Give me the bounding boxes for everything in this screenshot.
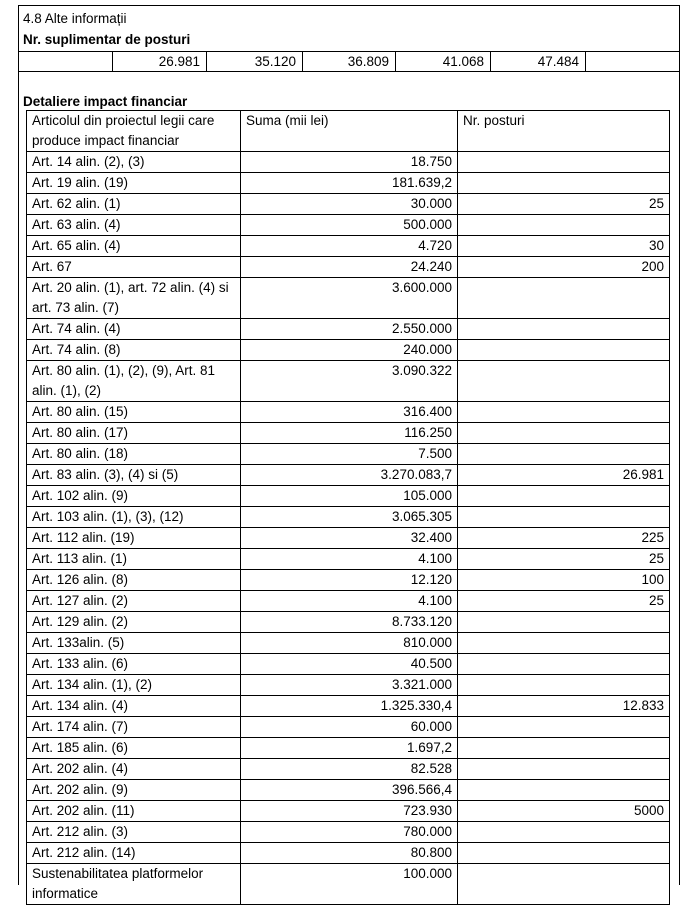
table-row <box>27 738 670 759</box>
posts-cell: 225 <box>458 528 670 549</box>
article-cell: Art. 65 alin. (4) <box>27 236 241 257</box>
article-cell: Art. 133alin. (5) <box>27 633 241 654</box>
amount-cell: 105.000 <box>241 486 458 507</box>
article-cell: Art. 80 alin. (15) <box>27 402 241 423</box>
table-row <box>27 257 670 278</box>
amount-cell: 8.733.120 <box>241 612 458 633</box>
article-cell: Art. 134 alin. (1), (2) <box>27 675 241 696</box>
amount-cell: 723.930 <box>241 801 458 822</box>
amount-cell: 4.100 <box>241 549 458 570</box>
table-row <box>27 486 670 507</box>
extra-posts-title: Nr. suplimentar de posturi <box>23 32 191 47</box>
posts-cell <box>458 717 670 738</box>
posts-cell <box>458 319 670 340</box>
amount-cell: 100.000 <box>241 864 458 905</box>
table-row <box>27 780 670 801</box>
amount-cell: 116.250 <box>241 423 458 444</box>
article-cell: Art. 212 alin. (14) <box>27 843 241 864</box>
extra-posts-cell: 41.068 <box>396 52 491 72</box>
table-row <box>27 215 670 236</box>
amount-cell: 60.000 <box>241 717 458 738</box>
table-row <box>27 549 670 570</box>
posts-cell: 25 <box>458 194 670 215</box>
amount-cell: 3.065.305 <box>241 507 458 528</box>
article-cell: Art. 112 alin. (19) <box>27 528 241 549</box>
posts-cell <box>458 822 670 843</box>
table-row <box>27 717 670 738</box>
article-cell: Art. 14 alin. (2), (3) <box>27 152 241 173</box>
table-row <box>27 402 670 423</box>
article-cell: Art. 129 alin. (2) <box>27 612 241 633</box>
financial-impact-table <box>26 110 670 905</box>
article-cell: Art. 74 alin. (8) <box>27 340 241 361</box>
article-cell: Art. 67 <box>27 257 241 278</box>
amount-cell: 3.270.083,7 <box>241 465 458 486</box>
extra-posts-cell: 26.981 <box>113 52 207 72</box>
article-cell: Art. 126 alin. (8) <box>27 570 241 591</box>
posts-cell <box>458 278 670 319</box>
posts-cell <box>458 507 670 528</box>
amount-cell: 7.500 <box>241 444 458 465</box>
posts-cell <box>458 780 670 801</box>
article-cell: Art. 19 alin. (19) <box>27 173 241 194</box>
posts-cell <box>458 152 670 173</box>
table-row <box>27 633 670 654</box>
posts-cell <box>458 738 670 759</box>
article-cell: Art. 134 alin. (4) <box>27 696 241 717</box>
amount-cell: 32.400 <box>241 528 458 549</box>
article-cell: Art. 80 alin. (17) <box>27 423 241 444</box>
posts-cell <box>458 486 670 507</box>
posts-cell <box>458 864 670 905</box>
table-row <box>27 423 670 444</box>
posts-cell <box>458 444 670 465</box>
amount-cell: 396.566,4 <box>241 780 458 801</box>
info-section <box>18 5 680 901</box>
amount-cell: 82.528 <box>241 759 458 780</box>
amount-cell: 24.240 <box>241 257 458 278</box>
details-title: Detaliere impact financiar <box>23 94 188 109</box>
extra-posts-cell: 47.484 <box>491 52 586 72</box>
amount-cell: 240.000 <box>241 340 458 361</box>
article-cell: Art. 63 alin. (4) <box>27 215 241 236</box>
amount-cell: 181.639,2 <box>241 173 458 194</box>
amount-cell: 30.000 <box>241 194 458 215</box>
extra-posts-table <box>18 51 680 72</box>
header-article: Articolul din proiectul legii care produce impact financiar <box>27 111 241 152</box>
table-row <box>27 507 670 528</box>
table-row <box>27 444 670 465</box>
table-row <box>27 822 670 843</box>
amount-cell: 3.090.322 <box>241 361 458 402</box>
extra-posts-cell <box>586 52 680 72</box>
posts-cell: 30 <box>458 236 670 257</box>
article-cell: Art. 62 alin. (1) <box>27 194 241 215</box>
amount-cell: 2.550.000 <box>241 319 458 340</box>
posts-cell <box>458 361 670 402</box>
posts-cell <box>458 340 670 361</box>
table-row <box>27 654 670 675</box>
article-cell: Art. 102 alin. (9) <box>27 486 241 507</box>
posts-cell <box>458 612 670 633</box>
article-cell: Art. 20 alin. (1), art. 72 alin. (4) si art. 73 alin. (7) <box>27 278 241 319</box>
table-row <box>27 278 670 319</box>
table-row <box>27 236 670 257</box>
table-row <box>27 612 670 633</box>
table-row <box>27 319 670 340</box>
amount-cell: 3.321.000 <box>241 675 458 696</box>
posts-cell <box>458 633 670 654</box>
article-cell: Art. 127 alin. (2) <box>27 591 241 612</box>
article-cell: Art. 212 alin. (3) <box>27 822 241 843</box>
table-row <box>27 152 670 173</box>
extra-posts-cell: 36.809 <box>303 52 396 72</box>
amount-cell: 1.325.330,4 <box>241 696 458 717</box>
article-cell: Sustenabilitatea platformelor informatice <box>27 864 241 905</box>
amount-cell: 40.500 <box>241 654 458 675</box>
amount-cell: 780.000 <box>241 822 458 843</box>
table-row <box>27 801 670 822</box>
posts-cell <box>458 675 670 696</box>
posts-cell: 200 <box>458 257 670 278</box>
posts-cell <box>458 654 670 675</box>
table-row <box>27 696 670 717</box>
posts-cell <box>458 759 670 780</box>
table-row <box>27 591 670 612</box>
posts-cell: 5000 <box>458 801 670 822</box>
table-row <box>27 675 670 696</box>
section-title: 4.8 Alte informații <box>23 11 127 26</box>
amount-cell: 810.000 <box>241 633 458 654</box>
header-amount: Suma (mii lei) <box>241 111 458 152</box>
table-row <box>27 570 670 591</box>
posts-cell: 12.833 <box>458 696 670 717</box>
article-cell: Art. 113 alin. (1) <box>27 549 241 570</box>
amount-cell: 1.697,2 <box>241 738 458 759</box>
article-cell: Art. 202 alin. (9) <box>27 780 241 801</box>
table-row <box>27 528 670 549</box>
amount-cell: 18.750 <box>241 152 458 173</box>
extra-posts-row <box>19 52 680 72</box>
posts-cell: 25 <box>458 549 670 570</box>
table-row <box>27 340 670 361</box>
table-header-row <box>27 111 670 152</box>
extra-posts-cell <box>19 52 113 72</box>
amount-cell: 4.720 <box>241 236 458 257</box>
posts-cell: 26.981 <box>458 465 670 486</box>
article-cell: Art. 133 alin. (6) <box>27 654 241 675</box>
article-cell: Art. 174 alin. (7) <box>27 717 241 738</box>
posts-cell <box>458 215 670 236</box>
extra-posts-cell: 35.120 <box>207 52 303 72</box>
amount-cell: 80.800 <box>241 843 458 864</box>
posts-cell: 25 <box>458 591 670 612</box>
posts-cell <box>458 173 670 194</box>
amount-cell: 316.400 <box>241 402 458 423</box>
amount-cell: 12.120 <box>241 570 458 591</box>
table-row <box>27 843 670 864</box>
header-posts: Nr. posturi <box>458 111 670 152</box>
posts-cell <box>458 402 670 423</box>
table-row <box>27 759 670 780</box>
amount-cell: 4.100 <box>241 591 458 612</box>
article-cell: Art. 74 alin. (4) <box>27 319 241 340</box>
article-cell: Art. 80 alin. (1), (2), (9), Art. 81 alin. (1), (2) <box>27 361 241 402</box>
article-cell: Art. 202 alin. (11) <box>27 801 241 822</box>
article-cell: Art. 103 alin. (1), (3), (12) <box>27 507 241 528</box>
table-row <box>27 864 670 905</box>
posts-cell: 100 <box>458 570 670 591</box>
posts-cell <box>458 423 670 444</box>
amount-cell: 500.000 <box>241 215 458 236</box>
article-cell: Art. 80 alin. (18) <box>27 444 241 465</box>
article-cell: Art. 185 alin. (6) <box>27 738 241 759</box>
table-row <box>27 361 670 402</box>
amount-cell: 3.600.000 <box>241 278 458 319</box>
article-cell: Art. 202 alin. (4) <box>27 759 241 780</box>
posts-cell <box>458 843 670 864</box>
table-row <box>27 465 670 486</box>
table-row <box>27 194 670 215</box>
table-row <box>27 173 670 194</box>
article-cell: Art. 83 alin. (3), (4) si (5) <box>27 465 241 486</box>
